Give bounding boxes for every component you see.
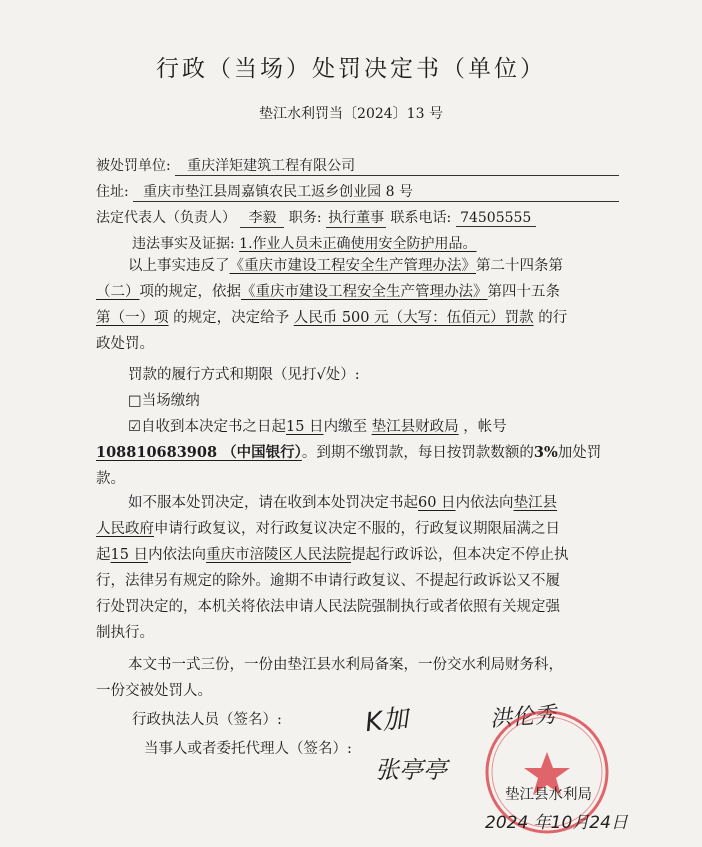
issuing-authority: 垫江县水利局 — [505, 787, 592, 803]
issue-date: 2024 年10月24日 — [485, 813, 628, 833]
phone-label: 联系电话: — [390, 210, 452, 226]
legal-rep-value: 李毅 — [240, 207, 284, 228]
address-label: 住址: — [96, 184, 129, 200]
law-name: 《重庆市建设工程安全生产管理办法》 — [229, 258, 476, 274]
position-label: 职务: — [288, 210, 322, 226]
document-number: 垫江水利罚当〔2024〕13 号 — [259, 106, 443, 122]
copies-paragraph: 本文书一式三份，一份由垫江县水利局备案，一份交水利局财务科， 一份交被处罚人。 — [96, 657, 563, 699]
violation-paragraph: 以上事实违反了《重庆市建设工程安全生产管理办法》第二十四条第 （二）项的规定，依据《重庆市建设工程安全生产管理办法》第四十五条 第（一）项 的规定，决定给予 人民币 500 元（大写：伍佰元）罚款 的行 政处罚。 — [96, 258, 568, 352]
address-value: 重庆市垫江县周嘉镇农民工返乡创业园 8 号 — [133, 181, 619, 202]
punished-unit-row — [96, 155, 619, 176]
officer-signature-label: 行政执法人员（签名）: — [132, 712, 282, 728]
punished-unit-label: 被处罚单位: — [96, 158, 171, 174]
payment-option-onsite: □当场缴纳 — [128, 393, 200, 409]
court-name: 重庆市涪陵区人民法院 — [206, 547, 352, 563]
payment-option-deadline: ☑自收到本决定书之日起15 日内缴至 垫江县财政局 ，帐号 — [128, 419, 507, 435]
facts-value: 1.作业人员未正确使用安全防护用品。 — [239, 236, 477, 252]
document-title: 行政（当场）处罚决定书（单位） — [156, 56, 546, 82]
officer-signature-2: 洪伦秀 — [489, 702, 557, 733]
account-number: 108810683908 （中国银行） — [96, 444, 302, 461]
punished-unit-value: 重庆洋矩建筑工程有限公司 — [175, 155, 619, 176]
party-signature-label: 当事人或者委托代理人（签名）: — [144, 741, 352, 757]
penalty-amount: 人民币 500 元（大写：伍佰元）罚款 — [293, 310, 534, 326]
facts-row — [132, 233, 477, 253]
officer-signature-1: K加 — [363, 703, 410, 739]
legal-rep-label: 法定代表人（负责人） — [96, 210, 236, 226]
phone-value: 74505555 — [456, 210, 536, 227]
law-name-2: 《重庆市建设工程安全生产管理办法》 — [241, 284, 488, 300]
address-row — [96, 181, 619, 202]
payment-section: 罚款的履行方式和期限（见打√处）: □当场缴纳 ☑自收到本决定书之日起15 日内缴至 垫江县财政局 ，帐号 108810683908 （中国银行）。到期不缴罚款，每日按罚款数额的3%加处罚 款。 — [96, 367, 602, 487]
position-value: 执行董事 — [326, 207, 386, 228]
party-signature: 张亭亭 — [375, 756, 447, 784]
legal-rep-row — [96, 207, 536, 228]
appeal-paragraph: 如不服本处罚决定，请在收到本处罚决定书起60 日内依法向垫江县 人民政府申请行政复议，对行政复议决定不服的，行政复议期限届满之日 起15 日内依法向重庆市涪陵区人民法院提起行政诉讼，但本决定不停止执 行，法律另有规定的除外。逾期不申请行政复议、不提起行政诉讼又不履 行处罚决定的，本机关将依法申请人民法院强制执行或者依照有关规定强 制执行。 — [96, 495, 569, 641]
payment-method-label: 罚款的履行方式和期限（见打√处）: — [128, 367, 360, 383]
facts-label: 违法事实及证据: — [132, 236, 235, 252]
